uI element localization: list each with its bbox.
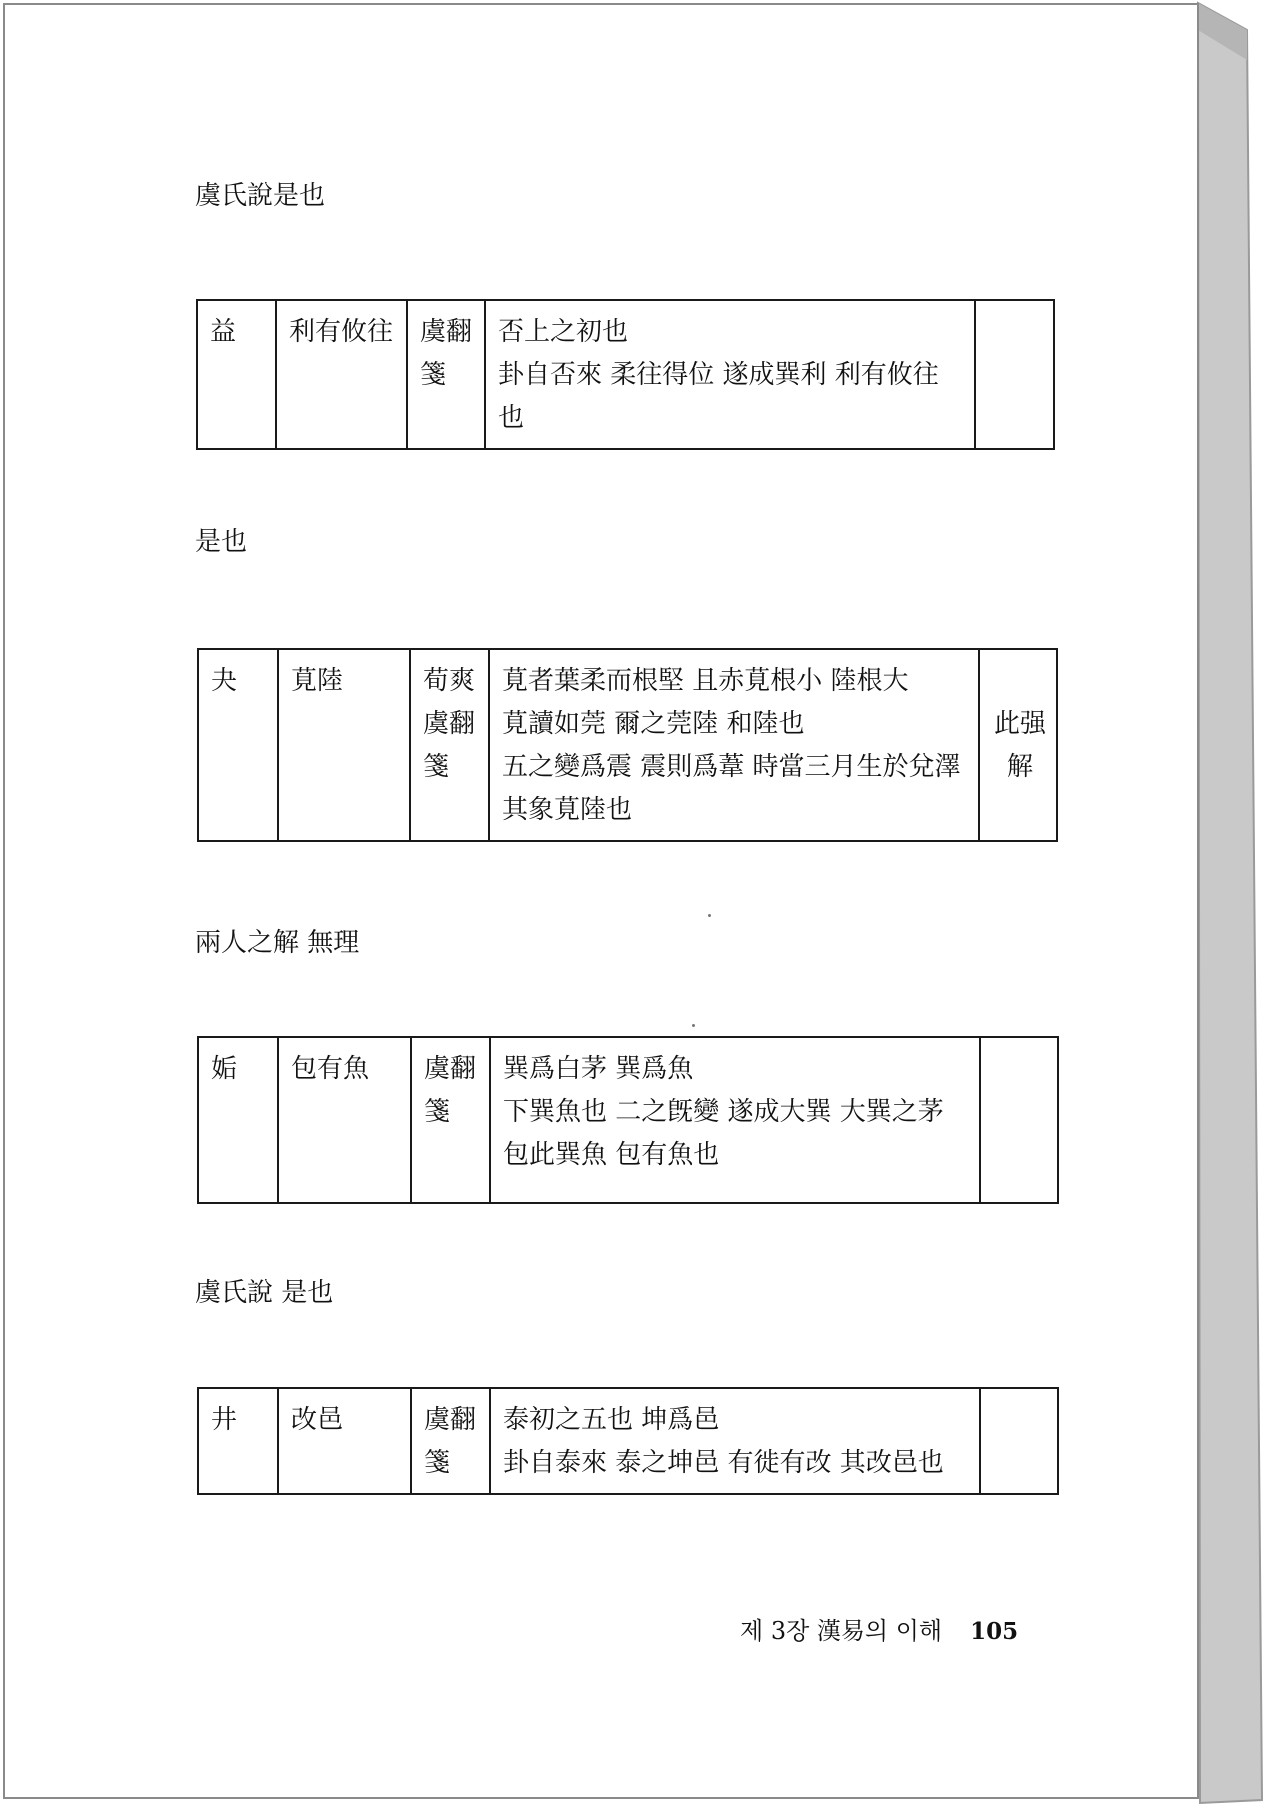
- note-4: 虞氏說 是也: [195, 1278, 334, 1308]
- phrase-cell: 改邑: [278, 1388, 411, 1494]
- commentary-table-3: [197, 1036, 1059, 1204]
- commentary-table-2: [197, 648, 1058, 842]
- commentary-cell: 泰初之五也 坤爲邑 卦自泰來 泰之坤邑 有徙有改 其改邑也: [490, 1388, 980, 1494]
- document-page: [3, 3, 1199, 1799]
- hexagram-cell: 夬: [198, 649, 278, 841]
- commentary-cell: 巽爲白茅 巽爲魚 下巽魚也 二之旣變 遂成大巽 大巽之茅 包此巽魚 包有魚也: [490, 1037, 980, 1203]
- remark-cell: 此强 解: [979, 649, 1057, 841]
- scan-speck: [692, 1024, 695, 1027]
- hexagram-cell: 姤: [198, 1037, 278, 1203]
- hexagram-cell: 益: [197, 300, 276, 449]
- commentary-table-1: [196, 299, 1055, 450]
- remark-cell: [980, 1037, 1058, 1203]
- page-number: 105: [970, 1618, 1019, 1645]
- note-2: 是也: [195, 527, 248, 557]
- hexagram-cell: 井: [198, 1388, 278, 1494]
- source-cell: 虞翻 箋: [411, 1037, 490, 1203]
- source-cell: 虞翻 箋: [407, 300, 485, 449]
- remark-cell: [980, 1388, 1058, 1494]
- note-1: 虞氏說是也: [195, 181, 326, 211]
- page-footer: [740, 1611, 1018, 1646]
- commentary-cell: 莧者葉柔而根堅 且赤莧根小 陸根大 莧讀如莞 爾之莞陸 和陸也 五之變爲震 震則爲葦 時當三月生於兌澤 其象莧陸也: [489, 649, 979, 841]
- phrase-cell: 莧陸: [278, 649, 410, 841]
- remark-cell: [975, 300, 1054, 449]
- phrase-cell: 包有魚: [278, 1037, 411, 1203]
- commentary-cell: 否上之初也 卦自否來 柔往得位 遂成巽利 利有攸往 也: [485, 300, 975, 449]
- scan-speck: [708, 914, 711, 917]
- chapter-title: 제 3장 漢易의 이해: [740, 1617, 943, 1645]
- phrase-cell: 利有攸往: [276, 300, 407, 449]
- commentary-table-4: [197, 1387, 1059, 1495]
- note-3: 兩人之解 無理: [195, 928, 360, 958]
- source-cell: 虞翻 箋: [411, 1388, 490, 1494]
- source-cell: 荀爽 虞翻 箋: [410, 649, 489, 841]
